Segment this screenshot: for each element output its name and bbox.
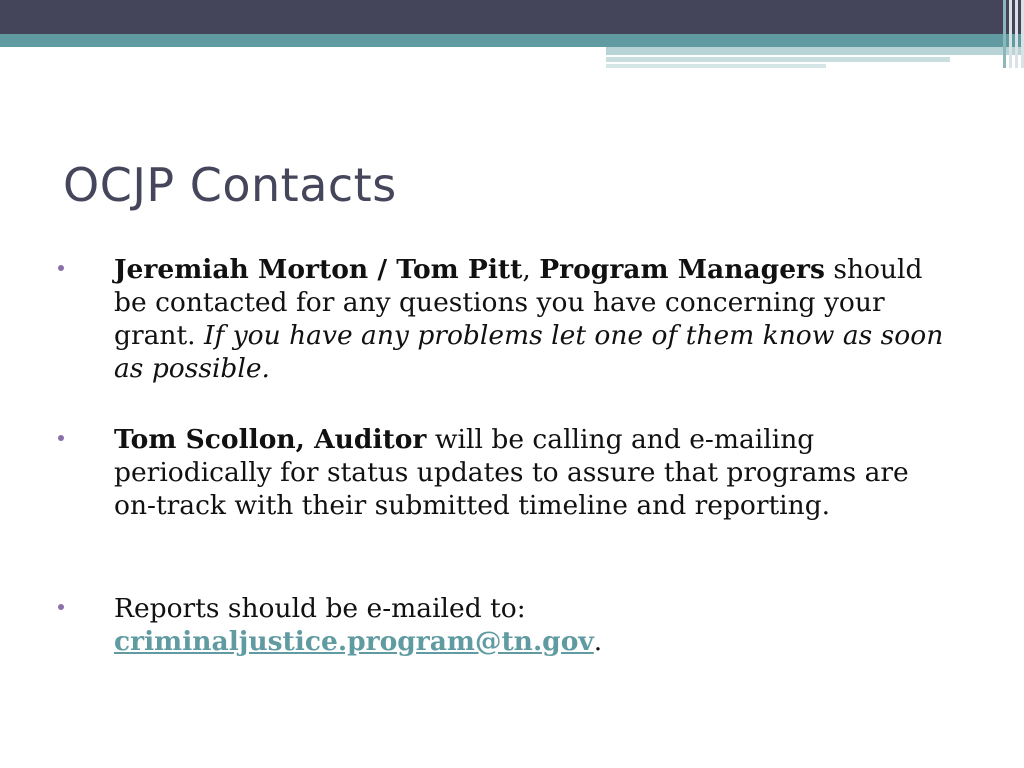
bullet-text: will be calling and e-mailing periodically for status updates to assure that programs are on-track with their submitted timeline and reporting. [114,424,909,521]
bullet-list [58,253,948,658]
bullet-text: should be contacted for any questions you have concerning your grant. [114,254,923,351]
header-band-dark [0,0,1024,34]
contact-names: Tom Scollon, Auditor [114,424,427,455]
email-link[interactable]: criminaljustice.program@tn.gov [114,626,594,657]
header-accent-line [606,64,826,68]
separator: , [522,254,540,285]
header-accent-line [606,47,1024,55]
bullet-italic-text: If you have any problems let one of them know as soon as possible. [114,320,944,384]
header-stripe [1015,0,1018,68]
header-stripe [1003,0,1006,68]
bullet-dot-icon [58,604,64,610]
trailing-period: . [593,626,603,657]
bullet-item-reports [58,592,948,658]
contact-role: Program Managers [539,254,825,285]
slide-title: OCJP Contacts [63,158,397,212]
header-stripes [994,0,1024,68]
bullet-dot-icon [58,435,64,441]
header-band-teal [0,34,1024,47]
bullet-text: Reports should be e-mailed to: [114,593,526,624]
header-accent-line [606,57,950,62]
header-stripe [1009,0,1012,68]
bullet-item-program-managers [58,253,948,385]
bullet-item-auditor [58,423,948,522]
contact-names: Jeremiah Morton / Tom Pitt [114,254,523,285]
bullet-dot-icon [58,265,64,271]
